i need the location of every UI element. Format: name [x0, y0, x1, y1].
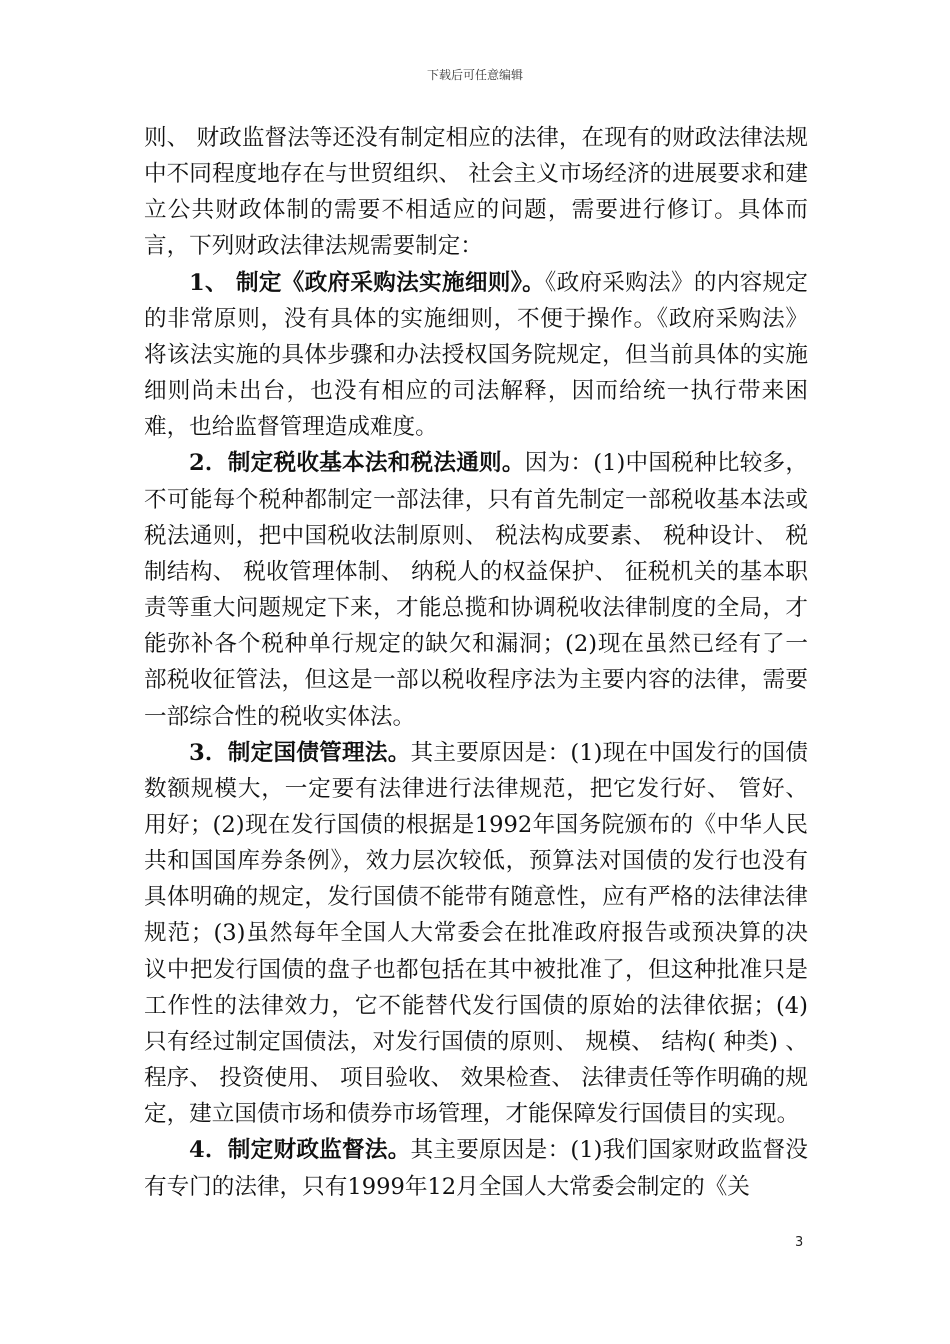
- paragraph-intro: [144, 120, 808, 265]
- paragraph-heading: 4．制定财政监督法。: [189, 1137, 411, 1164]
- paragraph-item-3: [144, 735, 808, 1133]
- document-body: [144, 120, 808, 1205]
- paragraph-item-2: [144, 445, 808, 734]
- paragraph-item-4: [144, 1132, 808, 1204]
- paragraph-heading: 1、 制定《政府采购法实施细则》。: [189, 269, 546, 296]
- paragraph-heading: 3．制定国债管理法。: [189, 739, 411, 766]
- paragraph-item-1: [144, 265, 808, 446]
- paragraph-text: 因为：(1)中国税种比较多，不可能每个税种都制定一部法律，只有首先制定一部税收基本法或税法通则，把中国税收法制原则、 税法构成要素、 税种设计、 税制结构、 税收管理体制、 纳税人的权益保护、 征税机关的基本职责等重大问题规定下来，才能总揽和协调税收法律制度的全局，才能弥补各个税种单行规定的缺欠和漏洞；(2)现在虽然已经有了一部税收征管法，但这是一部以税收程序法为主要内容的法律，需要一部综合性的税收实体法。: [144, 450, 808, 730]
- paragraph-text: 则、 财政监督法等还没有制定相应的法律，在现有的财政法律法规中不同程度地存在与世贸组织、 社会主义市场经济的进展要求和建立公共财政体制的需要不相适应的问题，需要进行修订。具体而言，下列财政法律法规需要制定：: [144, 125, 808, 260]
- paragraph-text: 其主要原因是：(1)现在中国发行的国债数额规模大，一定要有法律进行法律规范，把它发行好、 管好、 用好；(2)现在发行国债的根据是1992年国务院颁布的《中华人民共和国国库券条例》，效力层次较低，预算法对国债的发行也没有具体明确的规定，发行国债不能带有随意性，应有严格的法律法律规范；(3)虽然每年全国人大常委会在批准政府报告或预决算的决议中把发行国债的盘子也都包括在其中被批准了，但这种批准只是工作性的法律效力，它不能替代发行国债的原始的法律依据；(4)只有经过制定国债法，对发行国债的原则、 规模、 结构( 种类) 、 程序、 投资使用、 项目验收、 效果检查、 法律责任等作明确的规定，建立国债市场和债券市场管理，才能保障发行国债目的实现。: [144, 739, 808, 1128]
- paragraph-text: 其主要原因是：(1)我们国家财政监督没有专门的法律，只有1999年12月全国人大常委会制定的《关: [144, 1137, 808, 1200]
- page-number: 3: [795, 1235, 804, 1250]
- page-header: 下载后可任意编辑: [426, 68, 523, 82]
- paragraph-heading: 2．制定税收基本法和税法通则。: [189, 450, 525, 477]
- paragraph-text: 《政府采购法》的内容规定的非常原则，没有具体的实施细则，不便于操作。《政府采购法》将该法实施的具体步骤和办法授权国务院规定，但当前具体的实施细则尚未出台，也没有相应的司法解释，因而给统一执行带来困难，也给监督管理造成难度。: [144, 269, 808, 441]
